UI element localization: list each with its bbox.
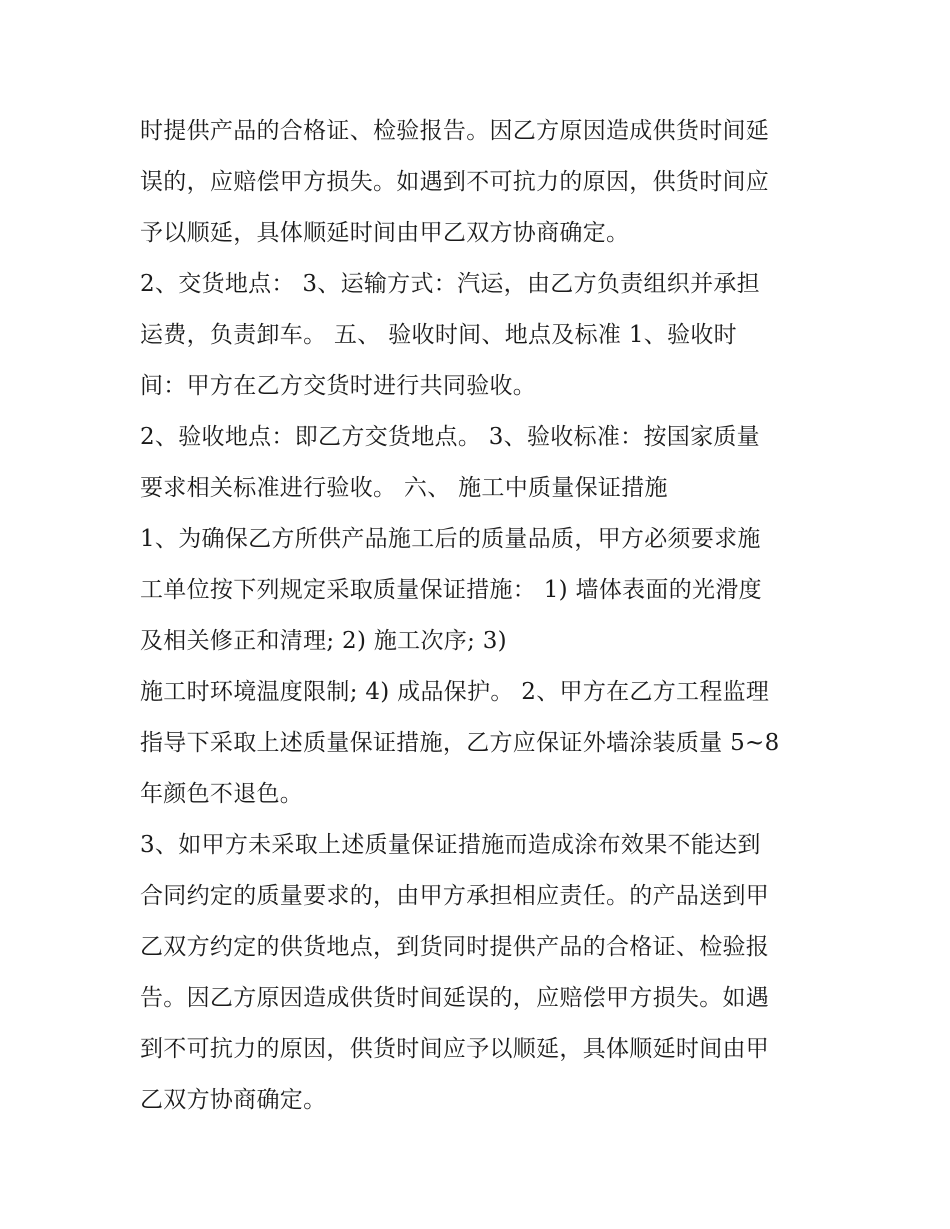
text-line: 年颜色不退色。 bbox=[140, 781, 304, 807]
text-line: 工单位按下列规定采取质量保证措施： 1) 墙体表面的光滑度 bbox=[140, 577, 762, 603]
text-line: 施工时环境温度限制; 4) 成品保护。 2、甲方在乙方工程监理 bbox=[140, 679, 770, 705]
text-line: 1、为确保乙方所供产品施工后的质量品质，甲方必须要求施 bbox=[140, 526, 761, 552]
text-line: 予以顺延，具体顺延时间由甲乙双方协商确定。 bbox=[140, 220, 630, 246]
text-line: 乙双方约定的供货地点，到货同时提供产品的合格证、检验报 bbox=[140, 934, 770, 960]
text-line: 运费，负责卸车。 五、 验收时间、地点及标准 1、验收时 bbox=[140, 322, 737, 348]
text-line: 及相关修正和清理; 2) 施工次序; 3) bbox=[140, 628, 507, 654]
text-line: 2、交货地点： 3、运输方式：汽运，由乙方负责组织并承担 bbox=[140, 271, 760, 297]
text-line: 乙双方协商确定。 bbox=[140, 1087, 327, 1113]
document-body bbox=[140, 106, 830, 1126]
text-line: 合同约定的质量要求的，由甲方承担相应责任。的产品送到甲 bbox=[140, 883, 770, 909]
text-line: 指导下采取上述质量保证措施，乙方应保证外墙涂装质量 5~8 bbox=[140, 730, 780, 756]
text-line: 3、如甲方未采取上述质量保证措施而造成涂布效果不能达到 bbox=[140, 832, 761, 858]
text-line: 2、验收地点：即乙方交货地点。 3、验收标准：按国家质量 bbox=[140, 424, 760, 450]
text-line: 到不可抗力的原因，供货时间应予以顺延，具体顺延时间由甲 bbox=[140, 1036, 770, 1062]
text-line: 要求相关标准进行验收。 六、 施工中质量保证措施 bbox=[140, 475, 668, 501]
text-line: 时提供产品的合格证、检验报告。因乙方原因造成供货时间延 bbox=[140, 118, 770, 144]
text-line: 误的，应赔偿甲方损失。如遇到不可抗力的原因，供货时间应 bbox=[140, 169, 770, 195]
text-line: 告。因乙方原因造成供货时间延误的，应赔偿甲方损失。如遇 bbox=[140, 985, 770, 1011]
text-line: 间：甲方在乙方交货时进行共同验收。 bbox=[140, 373, 537, 399]
